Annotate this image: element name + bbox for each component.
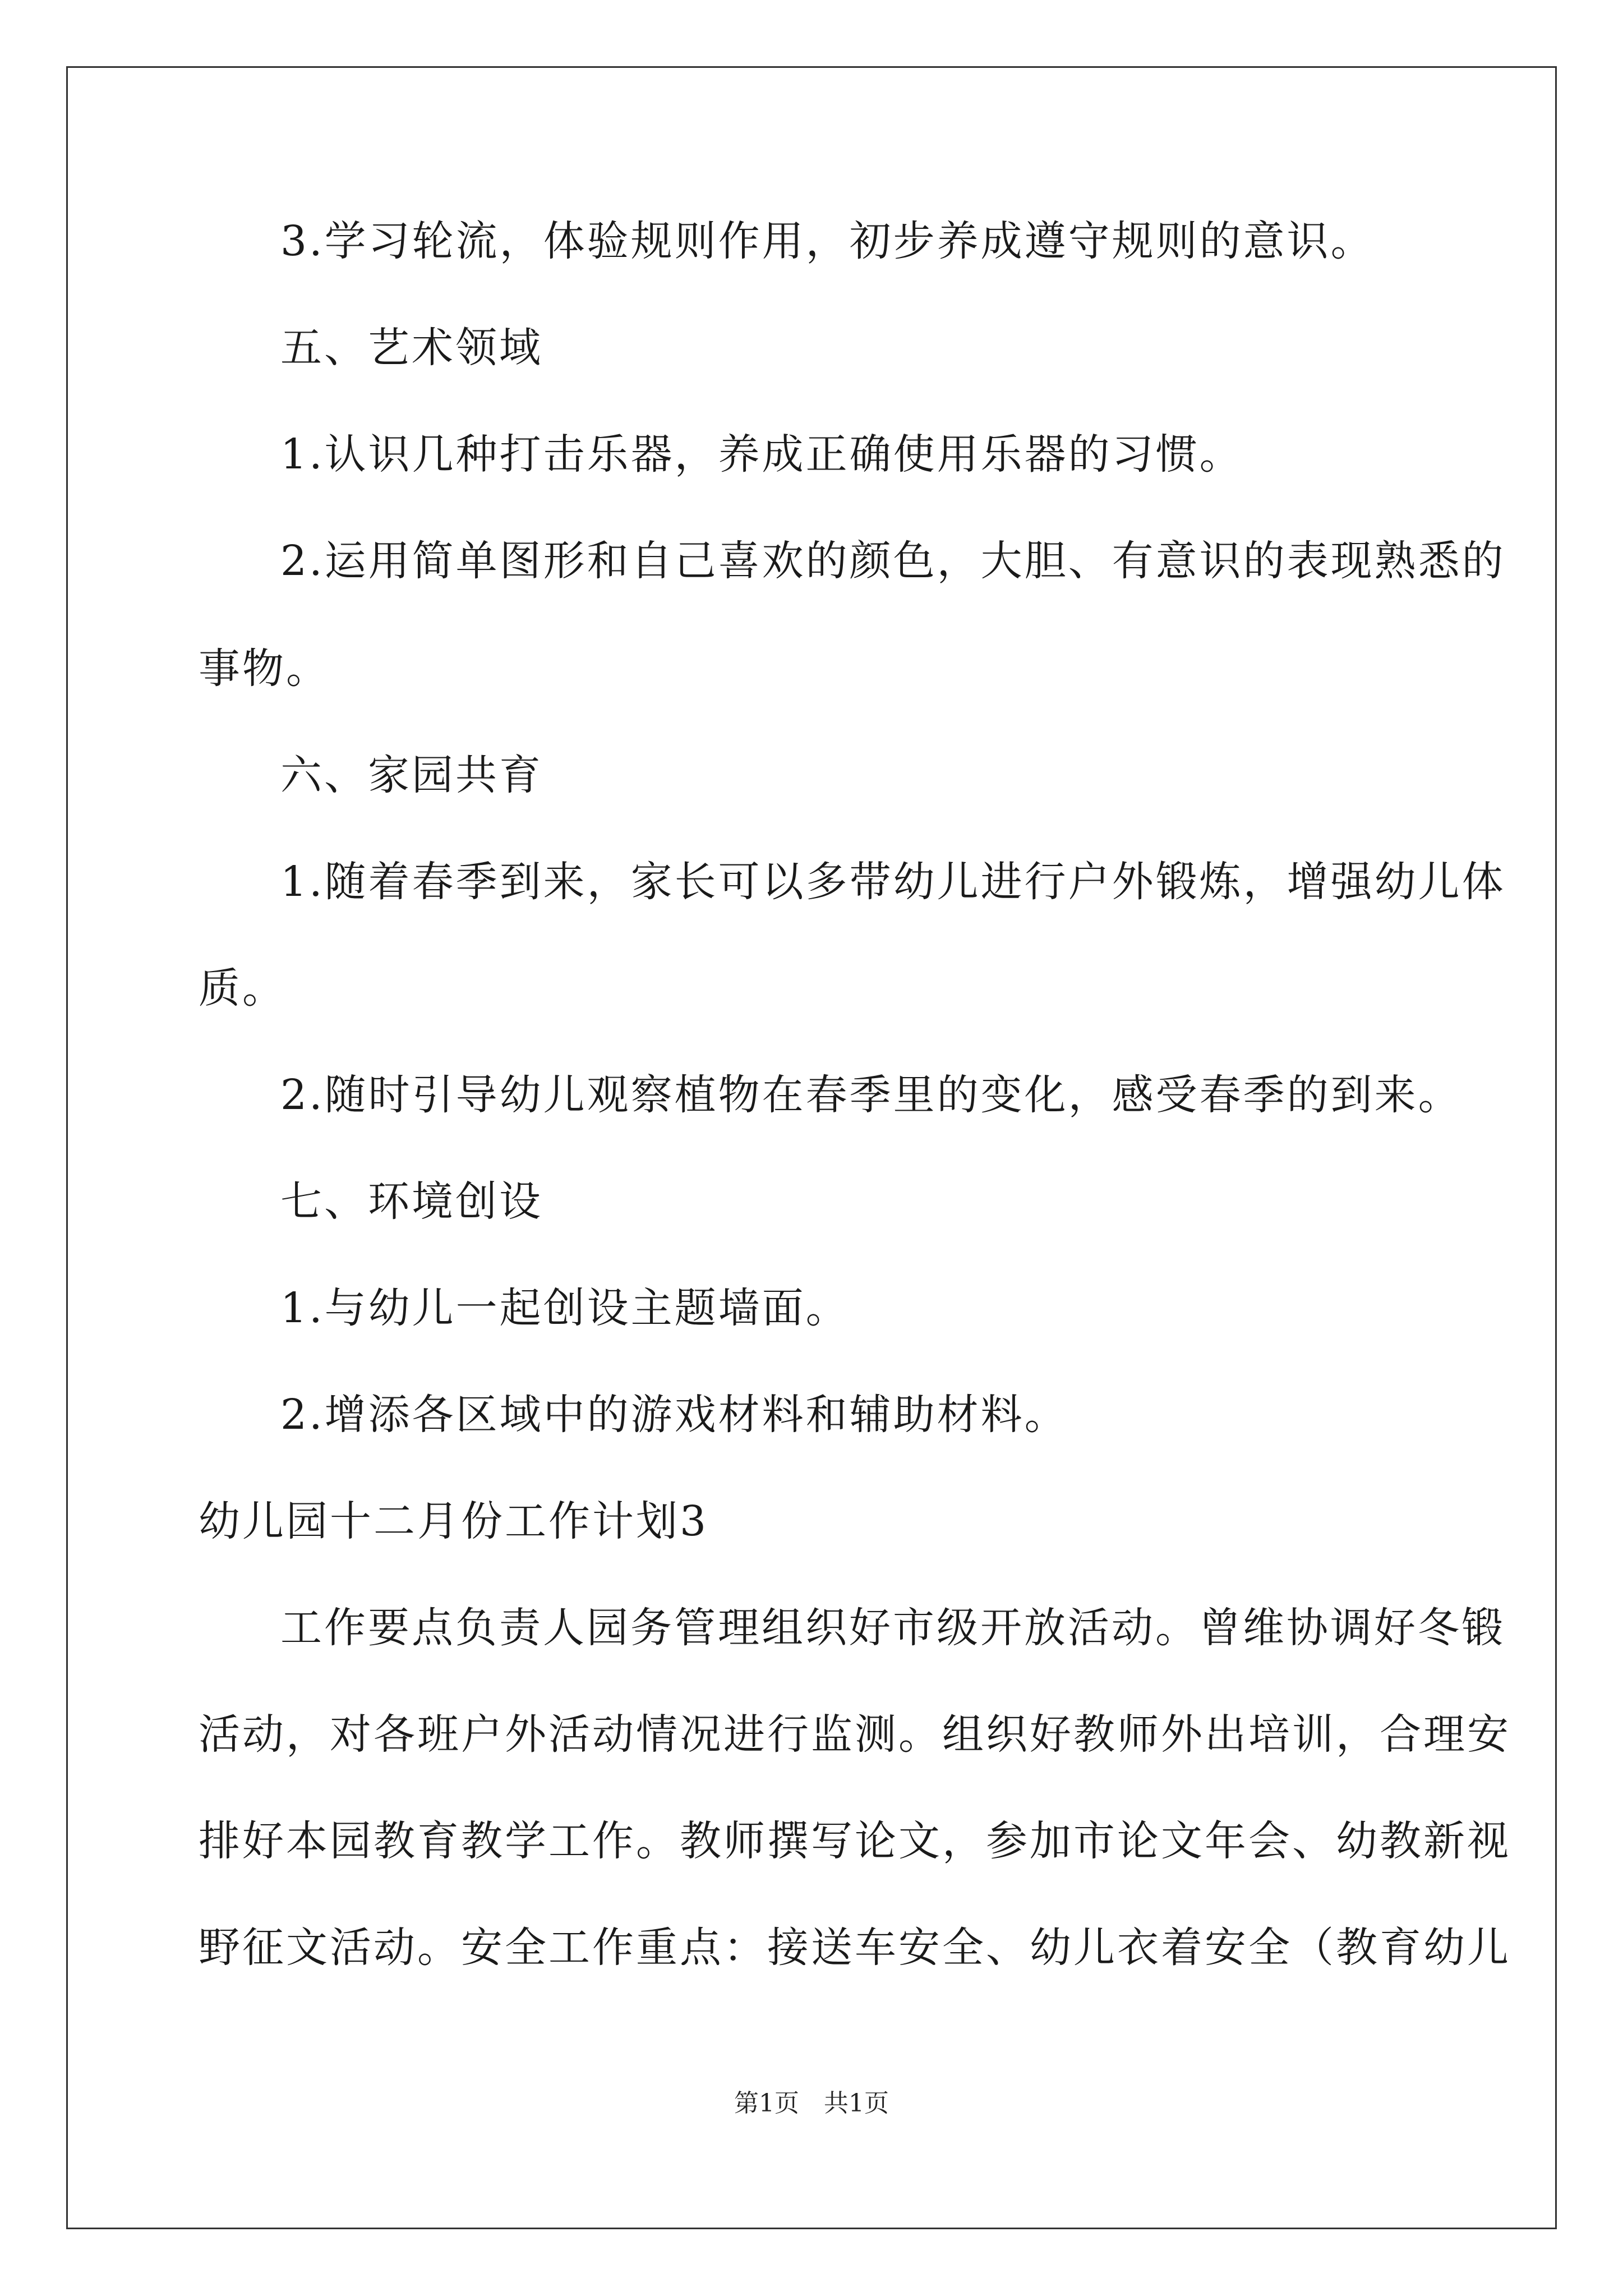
paragraph-work-points-cont-2: 排好本园教育教学工作。教师撰写论文，参加市论文年会、幼教新视 bbox=[199, 1817, 1511, 1865]
page-border bbox=[66, 66, 1557, 2229]
paragraph-outdoor-exercise-cont: 质。 bbox=[199, 964, 286, 1013]
paragraph-shapes-colors-cont: 事物。 bbox=[199, 645, 330, 693]
paragraph-observe-plants: 2.随时引导幼儿观察植物在春季里的变化，感受春季的到来。 bbox=[280, 1071, 1462, 1119]
paragraph-shapes-colors: 2.运用简单图形和自己喜欢的颜色，大胆、有意识的表现熟悉的 bbox=[280, 537, 1506, 585]
paragraph-theme-wall: 1.与幼儿一起创设主题墙面。 bbox=[280, 1284, 850, 1332]
heading-home-school: 六、家园共育 bbox=[280, 751, 543, 799]
paragraph-percussion-instruments: 1.认识几种打击乐器，养成正确使用乐器的习惯。 bbox=[280, 430, 1243, 478]
heading-art-domain: 五、艺术领域 bbox=[280, 324, 543, 372]
paragraph-work-points-cont-3: 野征文活动。安全工作重点：接送车安全、幼儿衣着安全（教育幼儿 bbox=[199, 1924, 1511, 1972]
paragraph-work-points: 工作要点负责人园务管理组织好市级开放活动。曾维协调好冬锻 bbox=[280, 1604, 1505, 1652]
paragraph-game-materials: 2.增添各区域中的游戏材料和辅助材料。 bbox=[280, 1391, 1068, 1439]
heading-environment: 七、环境创设 bbox=[280, 1177, 543, 1226]
section-title-plan-3: 幼儿园十二月份工作计划3 bbox=[199, 1497, 709, 1545]
paragraph-work-points-cont-1: 活动，对各班户外活动情况进行监测。组织好教师外出培训，合理安 bbox=[199, 1710, 1511, 1759]
paragraph-rules-awareness: 3.学习轮流，体验规则作用，初步养成遵守规则的意识。 bbox=[280, 217, 1375, 265]
paragraph-outdoor-exercise: 1.随着春季到来，家长可以多带幼儿进行户外锻炼，增强幼儿体 bbox=[280, 858, 1506, 906]
page-footer: 第1页 共1页 bbox=[734, 2089, 889, 2118]
